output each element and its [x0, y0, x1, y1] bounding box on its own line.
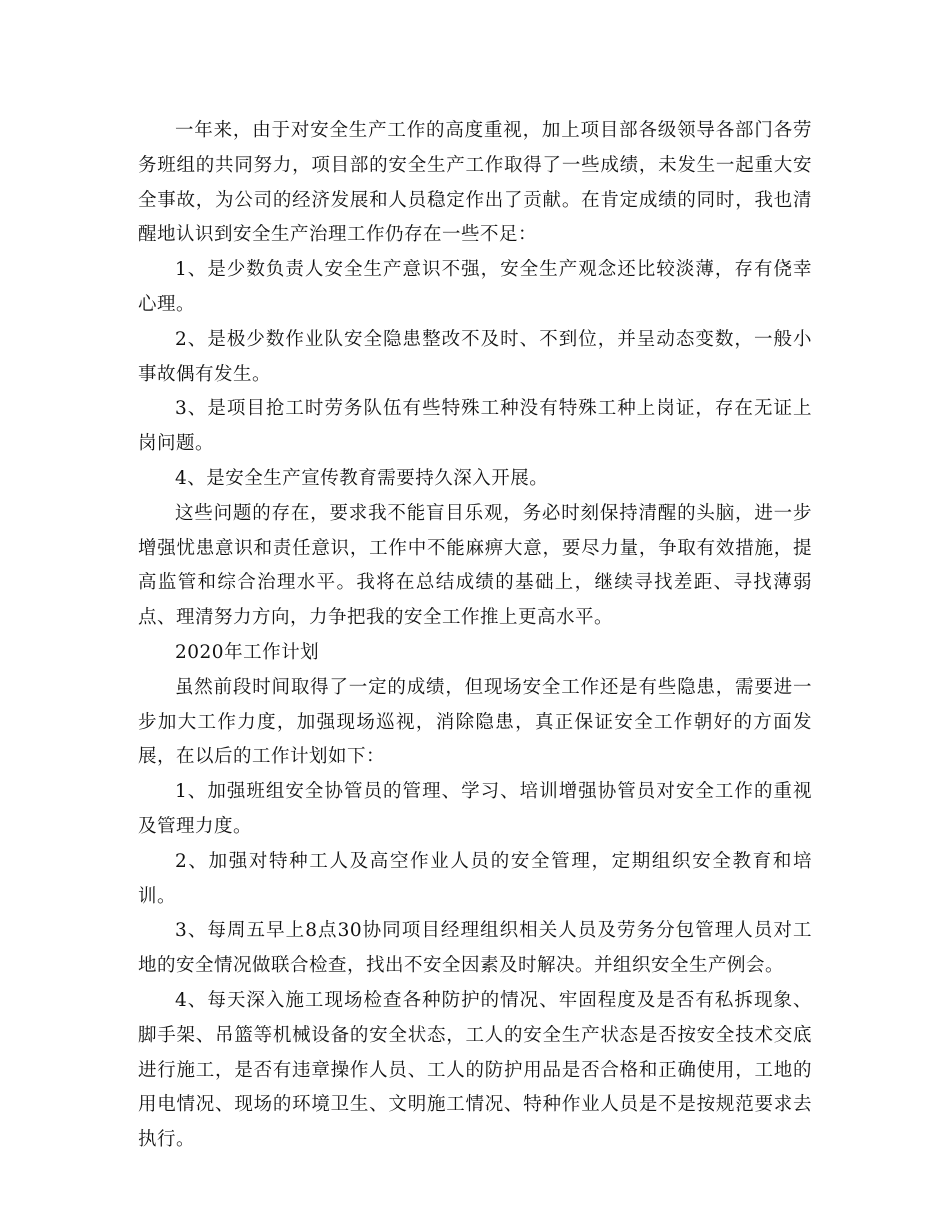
document-body	[138, 114, 812, 1158]
paragraph-issue-3: 3、是项目抢工时劳务队伍有些特殊工种没有特殊工种上岗证，存在无证上岗问题。	[138, 398, 812, 455]
paragraph-intro: 一年来，由于对安全生产工作的高度重视，加上项目部各级领导各部门各劳务班组的共同努力，项目部的安全生产工作取得了一些成绩，未发生一起重大安全事故，为公司的经济发展和人员稳定作出了贡献。在肯定成绩的同时，我也清醒地认识到安全生产治理工作仍存在一些不足：	[138, 120, 812, 246]
paragraph-plan-1: 1、加强班组安全协管员的管理、学习、培训增强协管员对安全工作的重视及管理力度。	[138, 781, 812, 837]
paragraph-issue-4: 4、是安全生产宣传教育需要持久深入开展。	[175, 467, 549, 489]
paragraph-plan-3: 3、每周五早上8点30协同项目经理组织相关人员及劳务分包管理人员对工地的安全情况做联合检查，找出不安全因素及时解决。并组织安全生产例会。	[138, 920, 812, 977]
paragraph-plan-4: 4、每天深入施工现场检查各种防护的情况、牢固程度及是否有私拆现象、脚手架、吊篮等机械设备的安全状态，工人的安全生产状态是否按安全技术交底进行施工，是否有违章操作人员、工人的防护用品是否合格和正确使用，工地的用电情况、现场的环境卫生、文明施工情况、特种作业人员是不是按规范要求去执行。	[138, 989, 812, 1151]
paragraph-issue-1: 1、是少数负责人安全生产意识不强，安全生产观念还比较淡薄，存有侥幸心理。	[138, 259, 812, 315]
paragraph-plan-intro: 虽然前段时间取得了一定的成绩，但现场安全工作还是有些隐患，需要进一步加大工作力度，加强现场巡视，消除隐患，真正保证安全工作朝好的方面发展，在以后的工作计划如下：	[138, 676, 812, 768]
paragraph-conclusion: 这些问题的存在，要求我不能盲目乐观，务必时刻保持清醒的头脑，进一步增强忧患意识和责任意识，工作中不能麻痹大意，要尽力量，争取有效措施，提高监管和综合治理水平。我将在总结成绩的基础上，继续寻找差距、寻找薄弱点、理清努力方向，力争把我的安全工作推上更高水平。	[138, 502, 812, 629]
paragraph-plan-2: 2、加强对特种工人及高空作业人员的安全管理，定期组织安全教育和培训。	[138, 850, 812, 907]
section-heading-plan: 2020年工作计划	[175, 641, 320, 663]
paragraph-issue-2: 2、是极少数作业队安全隐患整改不及时、不到位，并呈动态变数，一般小事故偶有发生。	[138, 328, 812, 385]
